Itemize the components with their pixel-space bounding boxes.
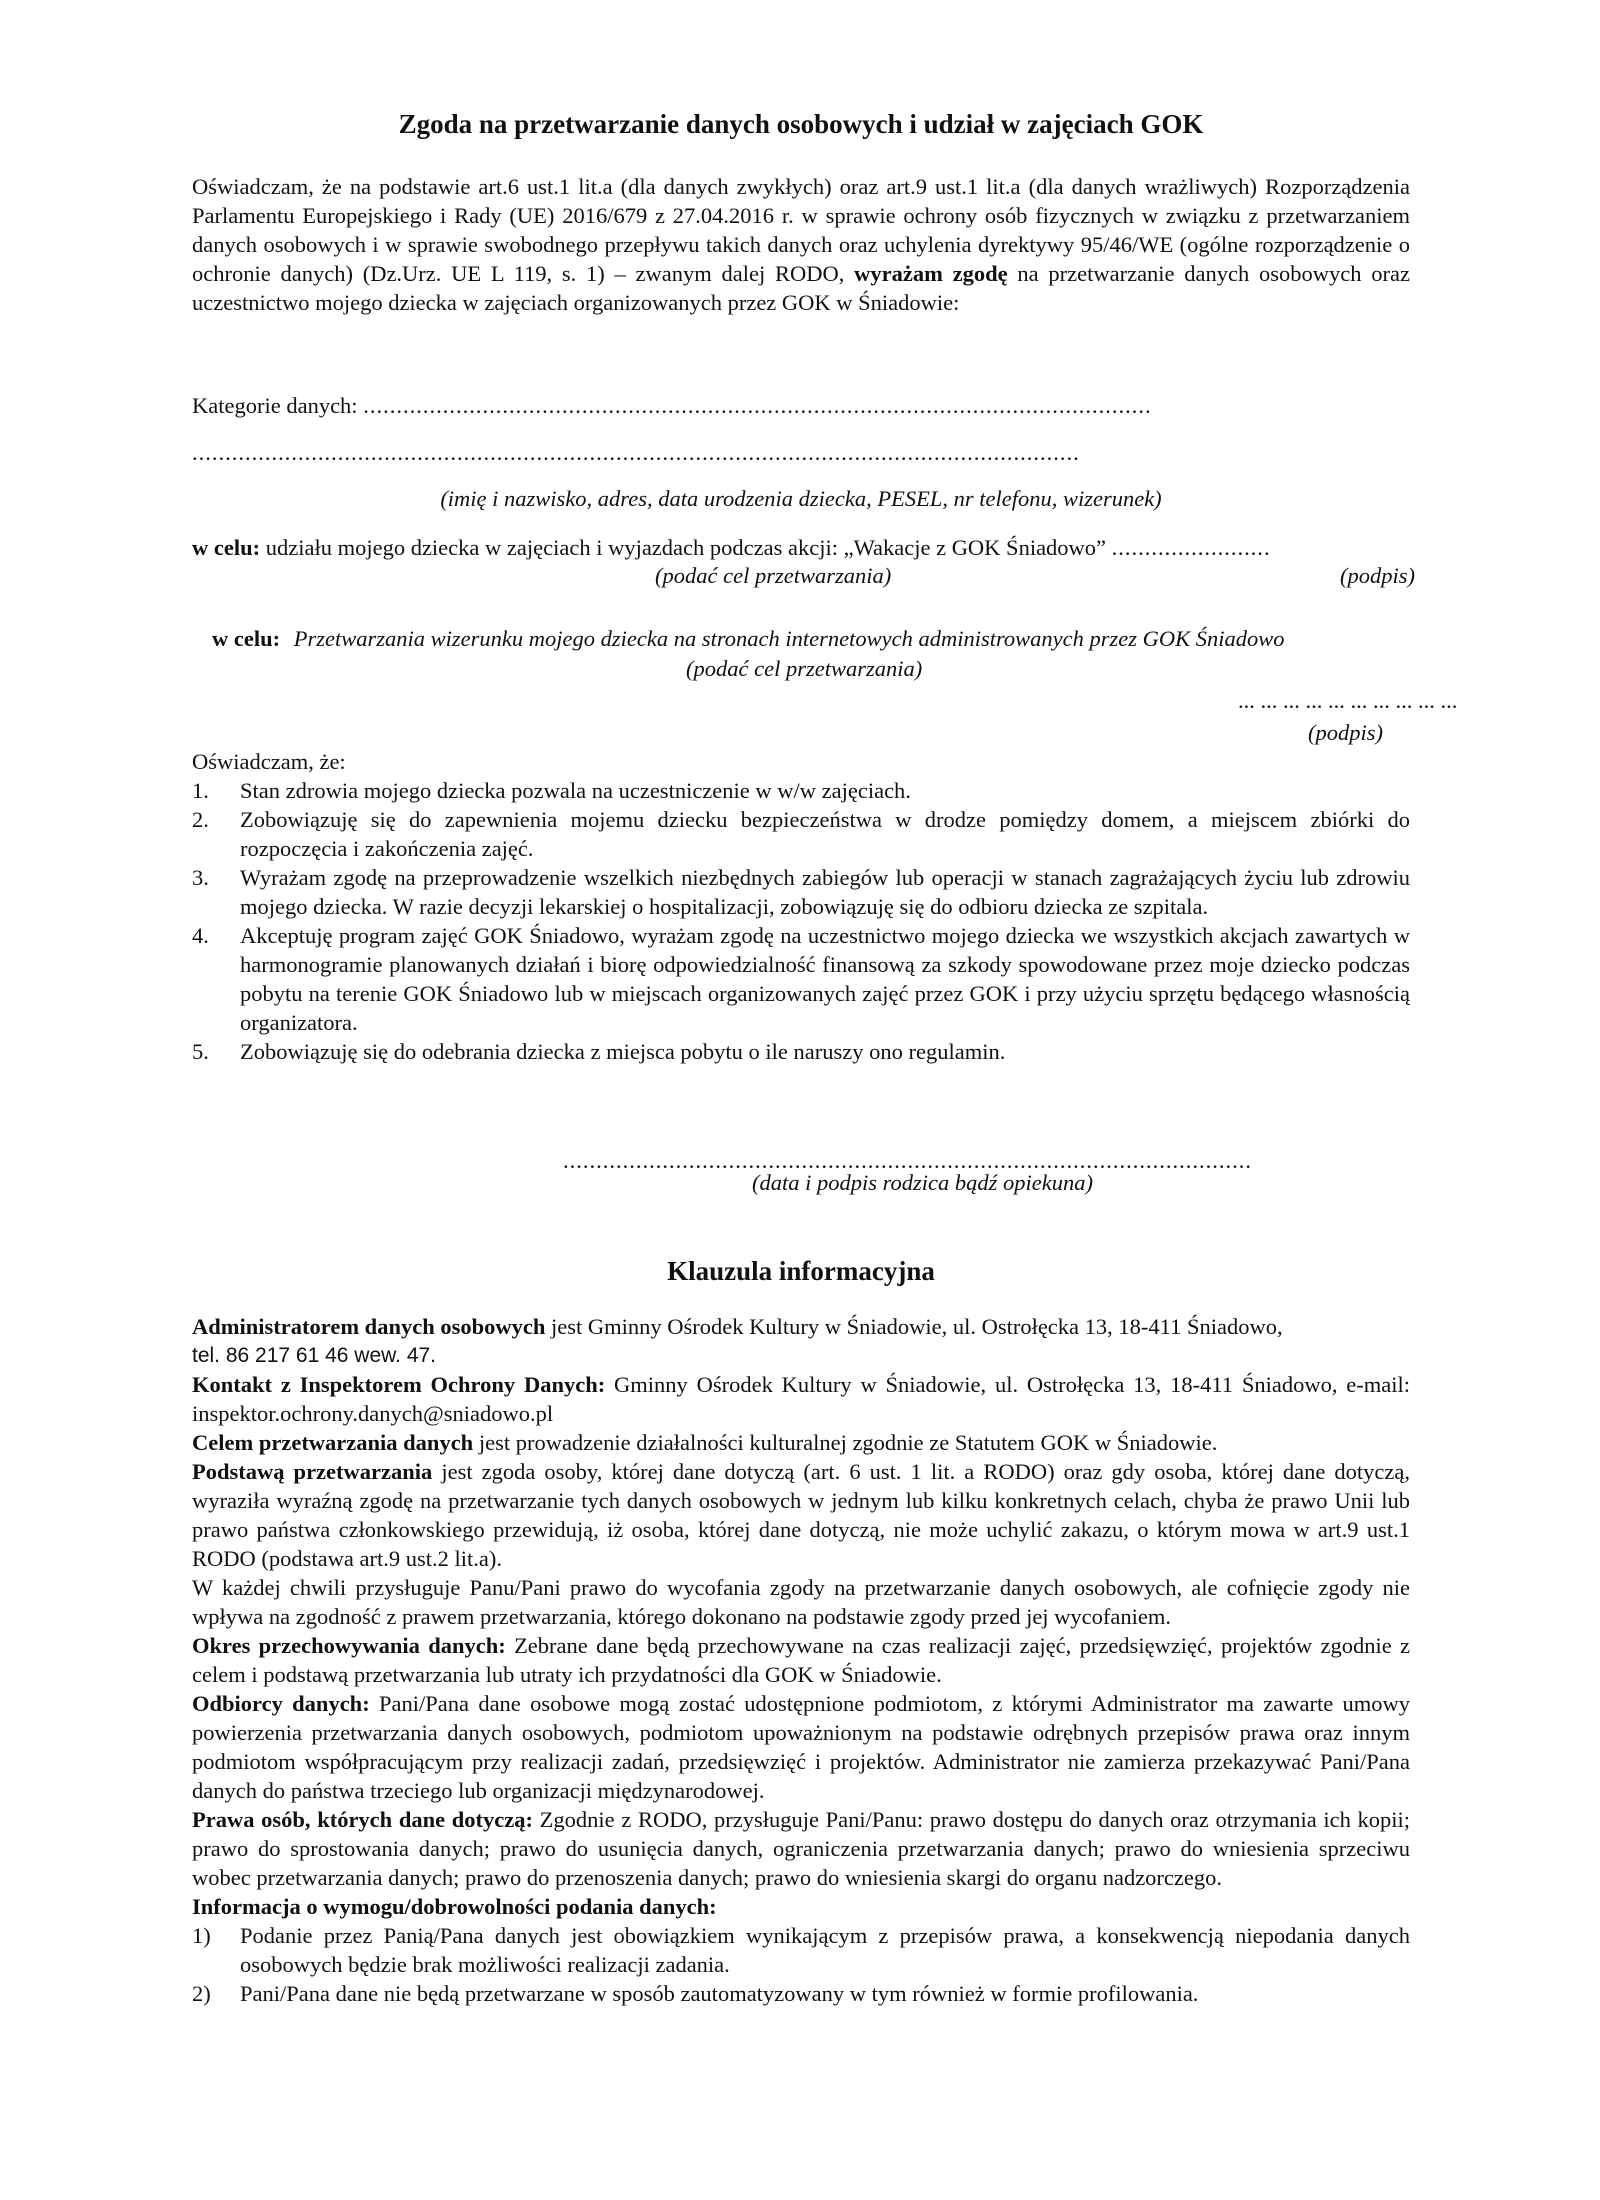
admin-label: Administratorem danych osobowych bbox=[192, 1314, 546, 1339]
iod-label: Kontakt z Inspektorem Ochrony Danych: bbox=[192, 1372, 606, 1397]
purpose-label: Celem przetwarzania danych bbox=[192, 1430, 474, 1455]
iod-text: Gminny Ośrodek Kultury w Śniadowie, ul. Ostrołęcka 13, 18-411 Śniadowo, e-mail: inspektor.ochrony.danych@sniadowo.pl bbox=[192, 1372, 1410, 1426]
intro-bold-consent: wyrażam zgodę bbox=[854, 261, 1008, 286]
consent-intro bbox=[192, 172, 1410, 317]
purpose1-line bbox=[192, 533, 1410, 562]
declaration-text: Zobowiązuję się do zapewnienia mojemu dziecku bezpieczeństwa w drodze pomiędzy domem, a miejscem zbiórki do rozpoczęcia i zakończenia zajęć. bbox=[240, 807, 1410, 861]
purpose1-signature-hint: (podpis) bbox=[1340, 563, 1415, 588]
purpose2-line bbox=[212, 624, 1402, 653]
admin-phone: tel. 86 217 61 46 wew. 47. bbox=[192, 1344, 437, 1367]
basis-label: Podstawą przetwarzania bbox=[192, 1459, 433, 1484]
purpose1-dots: ........................ bbox=[1111, 535, 1271, 560]
declaration-number: 2. bbox=[192, 807, 209, 832]
basis-text: jest zgoda osoby, której dane dotyczą (art. 6 ust. 1 lit. a RODO) oraz gdy osoba, której dane dotyczą, wyraziła wyraźną zgodę na przetwarzanie tych danych osobowych w jednym lub kilku konkretnych celach, chyba że prawo Unii lub prawo państwa członkowskiego przewidują, iż osoba, której dane dotyczą, nie może uchylić zakazu, o którym mowa w art.9 ust.1 RODO (podstawa art.9 ust.2 lit.a). bbox=[192, 1459, 1410, 1571]
rights-paragraph bbox=[192, 1805, 1410, 1892]
rights-text: Zgodnie z RODO, przysługuje Pani/Panu: prawo dostępu do danych oraz otrzymania ich kopii; prawo do sprostowania danych; prawo do usunięcia danych, ograniczenia przetwarzania danych; prawo do wniesienia sprzeciwu wobec przetwarzania danych; prawo do przenoszenia danych; prawo do wniesienia skargi do organu nadzorczego. bbox=[192, 1807, 1411, 1890]
info-text: Pani/Pana dane nie będą przetwarzane w sposób zautomatyzowany w tym również w formie profilowania. bbox=[240, 1981, 1199, 2006]
period-text: Zebrane dane będą przechowywane na czas realizacji zajęć, przedsięwzięć, projektów zgodnie z celem i podstawą przetwarzania lub utraty ich przydatności dla GOK w Śniadowie. bbox=[192, 1633, 1411, 1687]
info-text: Podanie przez Panią/Pana danych jest obowiązkiem wynikającym z przepisów prawa, a konsekwencją niepodania danych osobowych będzie brak możliwości realizacji zadania. bbox=[240, 1923, 1410, 1977]
categories-line bbox=[192, 391, 1410, 420]
categories-hint: (imię i nazwisko, adres, data urodzenia dziecka, PESEL, nr telefonu, wizerunek) bbox=[440, 486, 1162, 511]
info-item bbox=[192, 1921, 1410, 1979]
purpose1-hint: (podać cel przetwarzania) bbox=[655, 563, 892, 588]
declaration-text: Stan zdrowia mojego dziecka pozwala na uczestniczenie w w/w zajęciach. bbox=[240, 778, 911, 803]
declaration-item bbox=[192, 805, 1410, 863]
declare-label: Oświadczam, że: bbox=[192, 749, 346, 774]
period-label: Okres przechowywania danych: bbox=[192, 1633, 506, 1658]
rights-label: Prawa osób, których dane dotyczą: bbox=[192, 1807, 533, 1832]
intro-text-end: na przetwarzanie danych osobowych oraz uczestnictwo mojego dziecka w zajęciach organizowanych przez GOK w Śniadowie: bbox=[192, 261, 1411, 315]
clause-body bbox=[192, 1312, 1410, 2008]
purpose1-text: udziału mojego dziecka w zajęciach i wyjazdach podczas akcji: „Wakacje z GOK Śniadowo” bbox=[265, 535, 1107, 560]
recipients-text: Pani/Pana dane osobowe mogą zostać udostępnione podmiotom, z którymi Administrator ma zawarte umowy powierzenia przetwarzania danych osobowych, podmiotom upoważnionym na podstawie odrębnych przepisów prawa oraz innym podmiotom współpracującym przy realizacji zadań, przedsięwzięć i projektów. Administrator nie zamierza przekazywać Pani/Pana danych do państwa trzeciego lub organizacji międzynarodowej. bbox=[192, 1691, 1411, 1803]
declaration-number: 1. bbox=[192, 778, 209, 803]
consent-title: Zgoda na przetwarzanie danych osobowych i udział w zajęciach GOK bbox=[398, 109, 1204, 139]
declaration-number: 4. bbox=[192, 923, 209, 948]
declaration-item bbox=[192, 921, 1410, 1037]
withdraw-paragraph: W każdej chwili przysługuje Panu/Pani prawo do wycofania zgody na przetwarzanie danych osobowych, ale cofnięcie zgody nie wpływa na zgodność z prawem przetwarzania, którego dokonano na podstawie zgody przed jej wycofaniem. bbox=[192, 1575, 1410, 1629]
intro-text: Oświadczam, że na podstawie art.6 ust.1 lit.a (dla danych zwykłych) oraz art.9 ust.1 lit.a (dla danych wrażliwych) Rozporządzenia Parlamentu Europejskiego i Rady (UE) 2016/679 z 27.04.2016 r. w sprawie ochrony osób fizycznych w związku z przetwarzaniem danych osobowych i w sprawie swobodnego przepływu takich danych oraz uchylenia dyrektywy 95/46/WE (ogólne rozporządzenie o ochronie danych) (Dz.Urz. UE L 119, s. 1) – zwanym dalej RODO, bbox=[192, 174, 1410, 286]
categories-dots-text: ...................................................................................................................................... bbox=[192, 440, 1080, 465]
declaration-text: Akceptuję program zajęć GOK Śniadowo, wyrażam zgodę na uczestnictwo mojego dziecka we wszystkich akcjach zawartych w harmonogramie planowanych działań i biorę odpowiedzialność finansową za szkody spowodowane przez moje dziecko podczas pobytu na terenie GOK Śniadowo lub w miejscach organizowanych zajęć przez GOK i przy użyciu sprzętu będącego własnością organizatora. bbox=[240, 923, 1410, 1035]
purpose2-hint: (podać cel przetwarzania) bbox=[686, 656, 923, 681]
declaration-item bbox=[192, 1037, 1410, 1066]
categories-label: Kategorie danych: bbox=[192, 393, 358, 418]
recipients-label: Odbiorcy danych: bbox=[192, 1691, 370, 1716]
admin-text: jest Gminny Ośrodek Kultury w Śniadowie, ul. Ostrołęcka 13, 18-411 Śniadowo, bbox=[550, 1314, 1283, 1339]
info-number: 2) bbox=[192, 1981, 211, 2006]
recipients-paragraph bbox=[192, 1689, 1410, 1805]
purpose2-label: w celu: bbox=[212, 626, 281, 651]
final-signature-hint: (data i podpis rodzica bądź opiekuna) bbox=[752, 1170, 1094, 1195]
admin-paragraph bbox=[192, 1312, 1410, 1341]
purpose1-label: w celu: bbox=[192, 535, 261, 560]
iod-paragraph bbox=[192, 1370, 1410, 1428]
declaration-text: Zobowiązuję się do odebrania dziecka z miejsca pobytu o ile naruszy ono regulamin. bbox=[240, 1039, 1006, 1064]
info-heading: Informacja o wymogu/dobrowolności podania danych: bbox=[192, 1894, 717, 1919]
categories-dots-line2 bbox=[192, 438, 1410, 467]
final-signature-dots: ........................................................................................................ bbox=[563, 1148, 1252, 1173]
info-item bbox=[192, 1979, 1410, 2008]
declaration-number: 5. bbox=[192, 1039, 209, 1064]
info-list bbox=[192, 1921, 1410, 2008]
basis-paragraph bbox=[192, 1457, 1410, 1573]
purpose2-signature-hint: (podpis) bbox=[1308, 720, 1383, 745]
declarations-list bbox=[192, 776, 1410, 1066]
declaration-text: Wyrażam zgodę na przeprowadzenie wszelkich niezbędnych zabiegów lub operacji w stanach zagrażających życiu lub zdrowiu mojego dziecka. W razie decyzji lekarskiej o hospitalizacji, zobowiązuję się do odbioru dziecka ze szpitala. bbox=[240, 865, 1410, 919]
declaration-item bbox=[192, 863, 1410, 921]
declaration-item bbox=[192, 776, 1410, 805]
purpose-paragraph bbox=[192, 1428, 1410, 1457]
purpose2-dots: ... ... ... ... ... ... ... ... ... ... bbox=[1238, 688, 1458, 713]
declaration-number: 3. bbox=[192, 865, 209, 890]
info-number: 1) bbox=[192, 1923, 211, 1948]
purpose2-text: Przetwarzania wizerunku mojego dziecka na stronach internetowych administrowanych przez GOK Śniadowo bbox=[293, 626, 1285, 651]
period-paragraph bbox=[192, 1631, 1410, 1689]
clause-title: Klauzula informacyjna bbox=[667, 1256, 935, 1286]
categories-dots: ....................................................................................................................... bbox=[363, 393, 1152, 418]
purpose-text: jest prowadzenie działalności kulturalnej zgodnie ze Statutem GOK w Śniadowie. bbox=[478, 1430, 1218, 1455]
